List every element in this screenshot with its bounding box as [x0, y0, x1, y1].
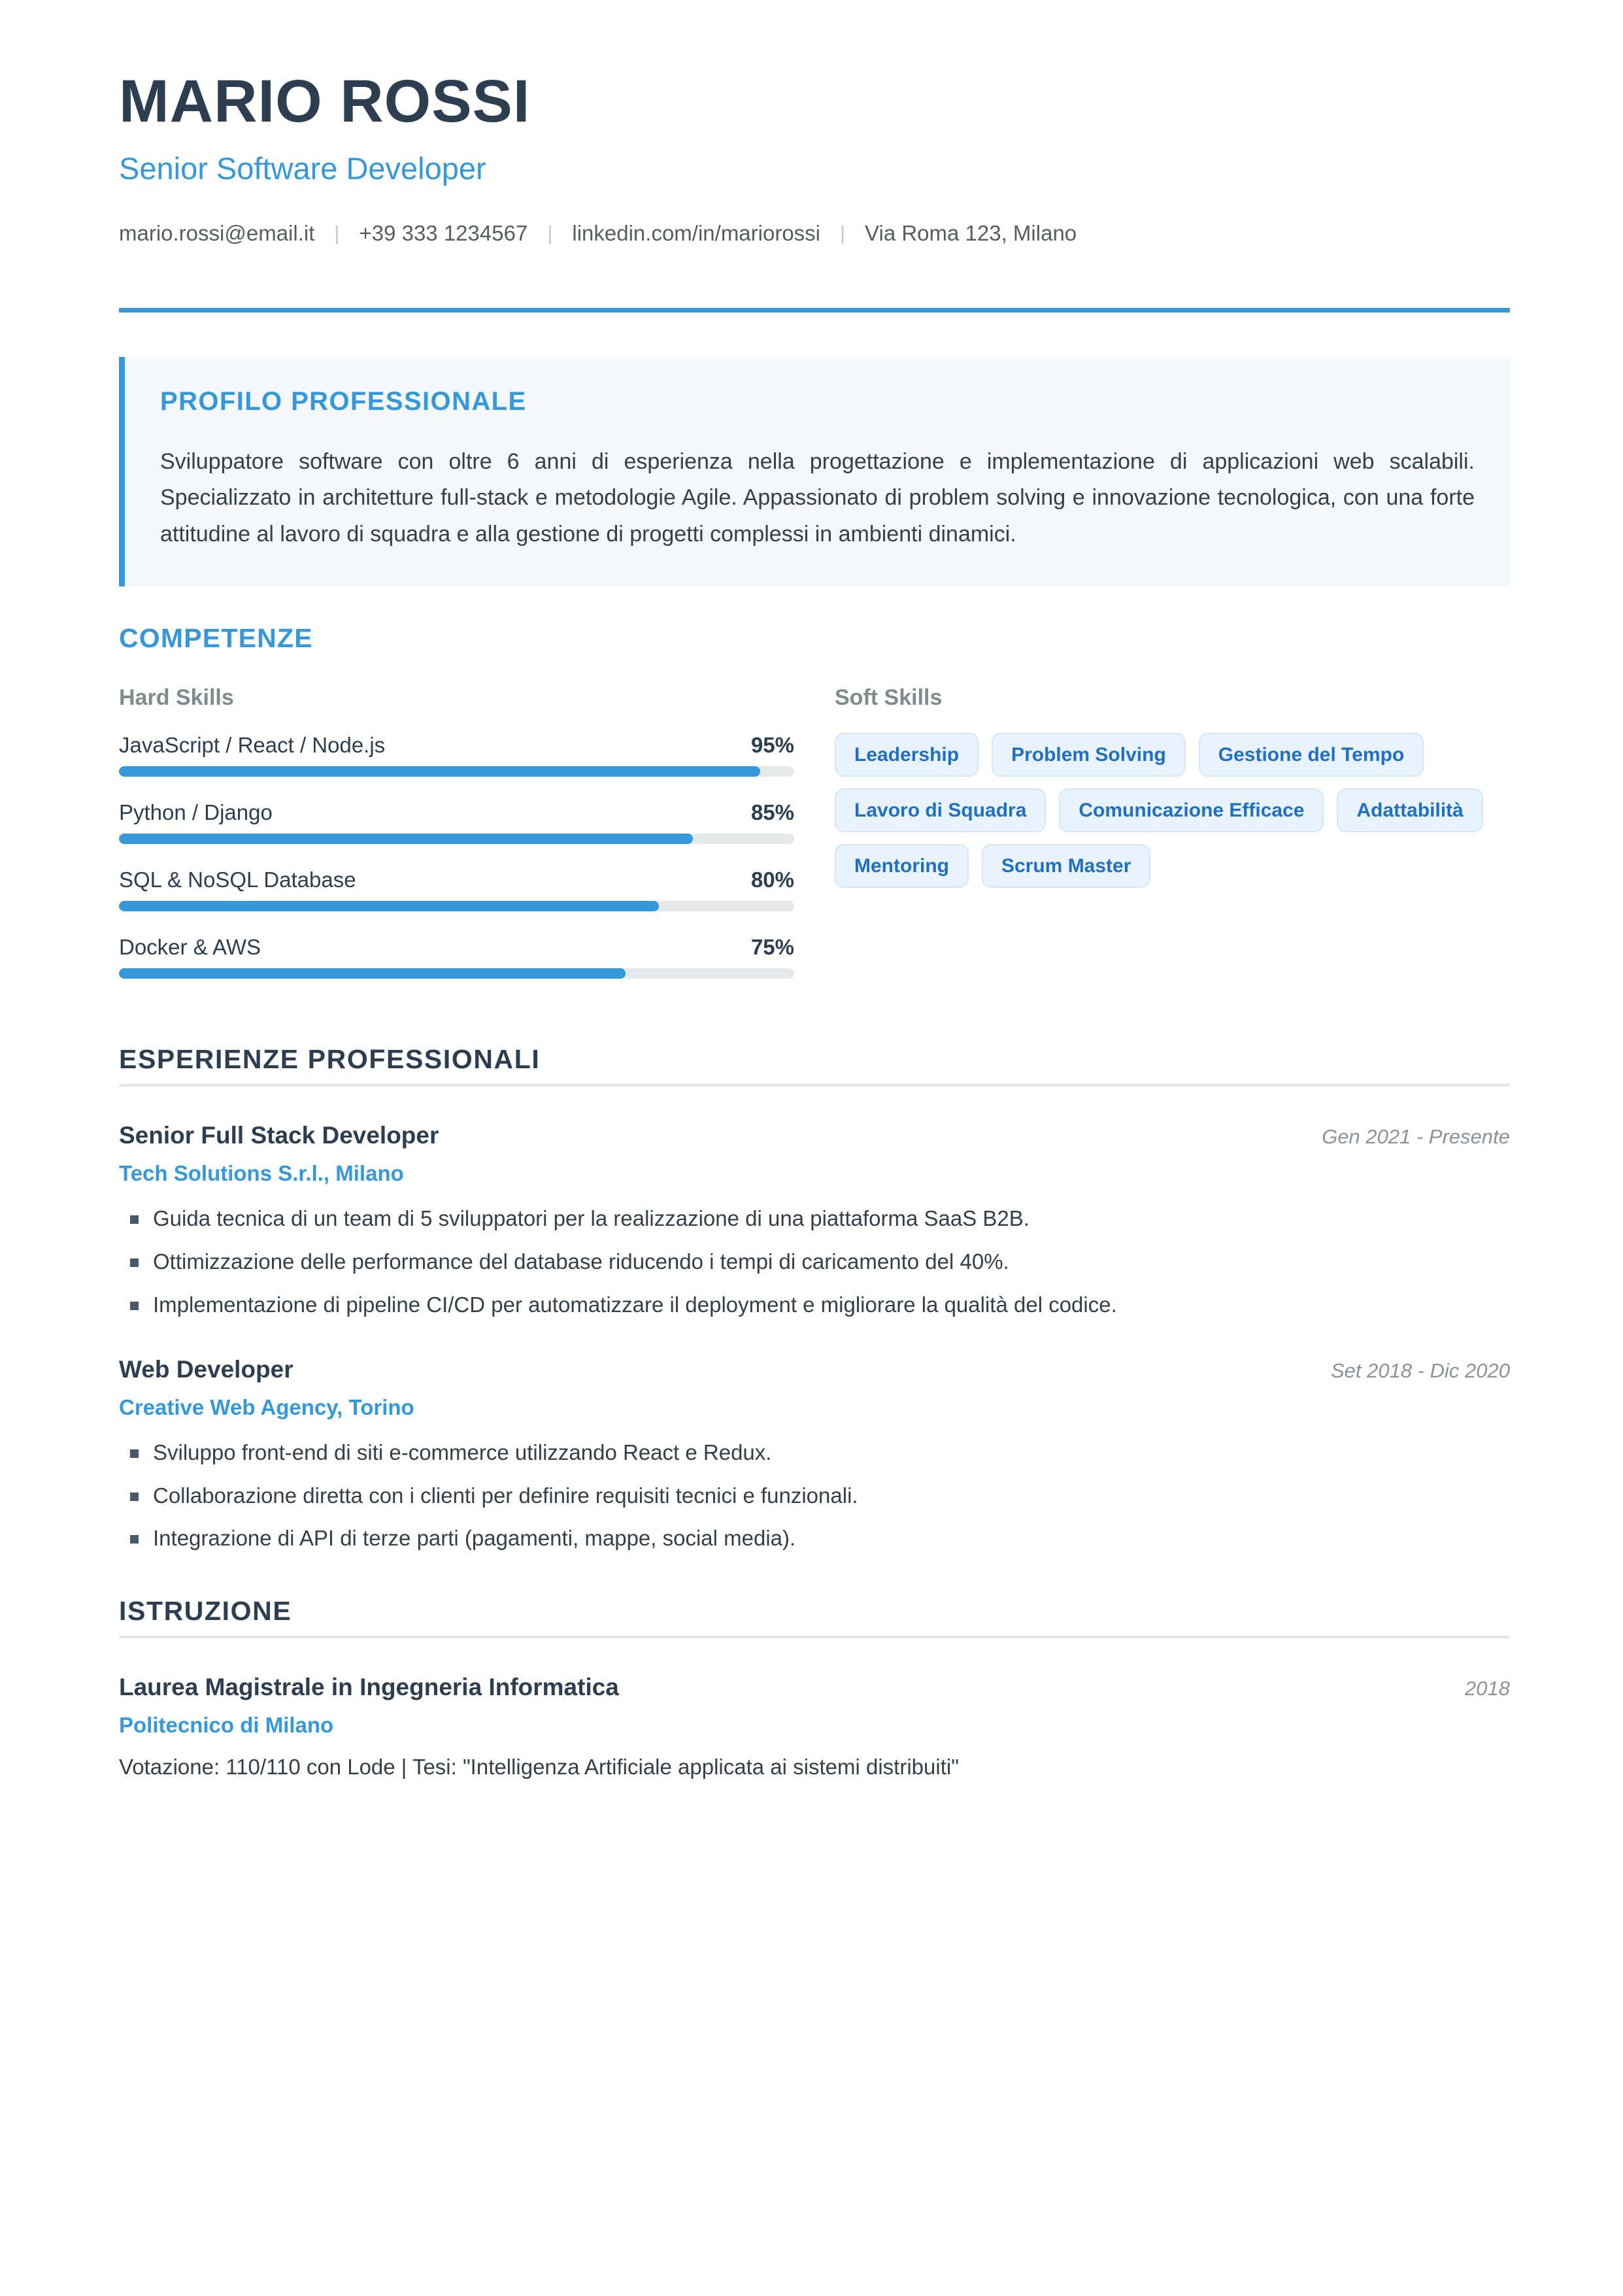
hard-skill-bar-fill [119, 901, 659, 911]
education-section-title: ISTRUZIONE [119, 1596, 292, 1627]
soft-skills-list [835, 733, 1510, 888]
experience-list [119, 1122, 1510, 1554]
hard-skill-bar-track [119, 766, 794, 777]
soft-skill-pill[interactable]: Leadership [835, 733, 979, 777]
hard-skill-head [119, 733, 794, 758]
soft-skill-pill[interactable]: Comunicazione Efficace [1059, 788, 1324, 832]
contact-address: Via Roma 123, Milano [865, 221, 1077, 246]
soft-skill-pill[interactable]: Gestione del Tempo [1199, 733, 1424, 777]
contact-separator: | [840, 222, 846, 245]
experience-entry-head [119, 1122, 1510, 1149]
education-section-divider [119, 1636, 1510, 1638]
hard-skill-bar-fill [119, 766, 760, 777]
soft-skill-pill[interactable]: Mentoring [835, 844, 969, 888]
experience-entry-role: Senior Full Stack Developer [119, 1122, 439, 1149]
skills-section-title: COMPETENZE [119, 623, 313, 654]
experience-section-title: ESPERIENZE PROFESSIONALI [119, 1044, 541, 1075]
education-entry-head [119, 1674, 1510, 1701]
experience-entry [119, 1122, 1510, 1321]
experience-entry-role: Web Developer [119, 1355, 293, 1383]
experience-bullet-item: Sviluppo front-end di siti e-commerce utilizzando React e Redux. [119, 1437, 1510, 1468]
experience-entry-organization: Tech Solutions S.r.l., Milano [119, 1161, 404, 1186]
education-entry-organization: Politecnico di Milano [119, 1713, 334, 1738]
hard-skills-column [119, 685, 794, 1002]
experience-section [119, 1044, 1510, 1554]
education-section [119, 1596, 1510, 1782]
header-divider [119, 308, 1510, 312]
experience-entry-bullets [119, 1203, 1510, 1321]
cv-header [119, 65, 1510, 312]
candidate-role: Senior Software Developer [119, 150, 486, 186]
experience-entry-date: Set 2018 - Dic 2020 [1330, 1359, 1510, 1382]
education-entry-date: 2018 [1465, 1677, 1510, 1700]
candidate-name: MARIO ROSSI [119, 68, 531, 135]
hard-skill-row [119, 868, 794, 911]
experience-section-divider [119, 1084, 1510, 1087]
hard-skill-bar-fill [119, 834, 693, 844]
hard-skill-name: JavaScript / React / Node.js [119, 733, 386, 758]
experience-bullet-item: Ottimizzazione delle performance del database riducendo i tempi di caricamento del 40%. [119, 1246, 1510, 1277]
experience-entry-organization: Creative Web Agency, Torino [119, 1394, 414, 1419]
experience-entry-bullets [119, 1437, 1510, 1555]
experience-entry [119, 1356, 1510, 1555]
profile-summary-text: Sviluppatore software con oltre 6 anni di esperienza nella progettazione e implementazione di applicazioni web scalabili. Specializzato in architetture full-stack e metodologie Agile. Appassionato di problem solving e innovazione tecnologica, con una forte attitudine al lavoro di squadra e alla gestione di progetti complessi in ambienti dinamici. [160, 448, 1475, 547]
hard-skill-name: Python / Django [119, 800, 273, 825]
experience-bullet-item: Guida tecnica di un team di 5 sviluppatori per la realizzazione di una piattaforma SaaS B2B. [119, 1203, 1510, 1234]
education-entry [119, 1674, 1510, 1782]
hard-skill-head [119, 935, 794, 960]
education-entry-note: Votazione: 110/110 con Lode | Tesi: "Intelligenza Artificiale applicata ai sistemi distribuiti" [119, 1755, 959, 1780]
experience-entry-head [119, 1356, 1510, 1383]
hard-skill-percent: 85% [750, 800, 794, 825]
hard-skill-row [119, 935, 794, 979]
skills-section [119, 623, 1510, 1002]
soft-skills-column [835, 685, 1510, 888]
hard-skills-label: Hard Skills [119, 685, 234, 711]
hard-skill-head [119, 800, 794, 825]
hard-skill-bar-track [119, 834, 794, 844]
contact-separator: | [334, 222, 340, 245]
hard-skill-head [119, 868, 794, 892]
profile-card [119, 357, 1510, 586]
soft-skill-pill[interactable]: Lavoro di Squadra [835, 788, 1046, 832]
experience-bullet-item: Integrazione di API di terze parti (pagamenti, mappe, social media). [119, 1523, 1510, 1554]
hard-skill-name: SQL & NoSQL Database [119, 868, 356, 892]
experience-bullet-item: Implementazione di pipeline CI/CD per automatizzare il deployment e migliorare la qualità del codice. [119, 1289, 1510, 1321]
contact-separator: | [547, 222, 553, 245]
contact-linkedin[interactable]: linkedin.com/in/mariorossi [572, 221, 821, 246]
hard-skill-bar-track [119, 901, 794, 911]
education-entry-role: Laurea Magistrale in Ingegneria Informatica [119, 1674, 619, 1701]
experience-bullet-item: Collaborazione diretta con i clienti per definire requisiti tecnici e funzionali. [119, 1480, 1510, 1511]
soft-skills-label: Soft Skills [835, 685, 943, 711]
experience-entry-date: Gen 2021 - Presente [1322, 1125, 1510, 1149]
hard-skill-percent: 75% [750, 935, 794, 960]
soft-skill-pill[interactable]: Problem Solving [992, 733, 1186, 777]
education-list [119, 1674, 1510, 1782]
soft-skill-pill[interactable]: Scrum Master [982, 844, 1150, 888]
hard-skill-row [119, 733, 794, 777]
hard-skill-percent: 95% [750, 733, 794, 758]
soft-skill-pill[interactable]: Adattabilità [1337, 788, 1482, 832]
hard-skill-bar-fill [119, 968, 626, 979]
hard-skill-name: Docker & AWS [119, 935, 261, 960]
profile-section-title: PROFILO PROFESSIONALE [160, 386, 527, 416]
contact-email[interactable]: mario.rossi@email.it [119, 221, 315, 246]
contact-line [119, 220, 1510, 248]
hard-skills-list [119, 733, 794, 979]
skills-grid [119, 685, 1510, 1002]
hard-skill-row [119, 800, 794, 844]
contact-phone[interactable]: +39 333 1234567 [359, 221, 528, 246]
hard-skill-bar-track [119, 968, 794, 979]
hard-skill-percent: 80% [750, 868, 794, 892]
